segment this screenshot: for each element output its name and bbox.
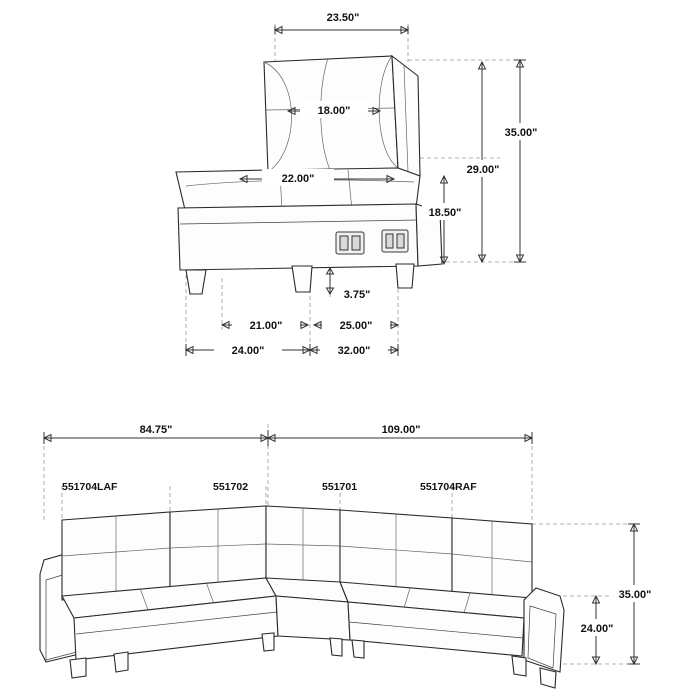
sectional-illustration (40, 506, 564, 688)
dim-29-00 (460, 62, 506, 262)
part-label-raf: 551704RAF (420, 481, 477, 493)
dim-label-24-00-top: 24.00" (231, 345, 265, 357)
part-label-corner: 551701 (322, 481, 358, 493)
bottom-view-group (40, 419, 658, 688)
dim-label-84-75: 84.75" (139, 424, 173, 436)
dim-25-00 (314, 316, 398, 333)
dim-109-00 (268, 419, 532, 444)
dim-21-00 (222, 316, 308, 333)
part-label-armless: 551702 (213, 481, 249, 493)
part-label-group (62, 481, 477, 493)
dim-32-00 (310, 341, 398, 358)
dim-label-109-00: 109.00" (381, 424, 421, 436)
dim-24-00-bottom (574, 596, 620, 664)
dim-24-00-top (186, 341, 310, 358)
dim-label-35-00-bottom: 35.00" (618, 589, 652, 601)
dim-3-75 (327, 268, 379, 302)
top-view-group (176, 8, 544, 358)
dim-18-00 (288, 101, 380, 118)
dim-label-23-50: 23.50" (326, 12, 360, 24)
dim-label-25-00: 25.00" (339, 320, 373, 332)
dim-label-29-00: 29.00" (466, 164, 500, 176)
dim-label-24-00-bottom: 24.00" (580, 623, 614, 635)
dim-23-50 (275, 8, 408, 34)
dim-label-3-75: 3.75" (343, 289, 371, 301)
dim-label-18-50: 18.50" (428, 207, 462, 219)
dim-84-75 (44, 419, 268, 446)
dim-label-21-00: 21.00" (249, 320, 283, 332)
dim-label-32-00: 32.00" (337, 345, 371, 357)
part-label-laf: 551704LAF (62, 481, 118, 493)
dim-label-18-00: 18.00" (317, 105, 351, 117)
dim-35-00-bottom (612, 524, 658, 664)
dim-label-22-00: 22.00" (281, 173, 315, 185)
dim-label-35-00-top: 35.00" (504, 127, 538, 139)
